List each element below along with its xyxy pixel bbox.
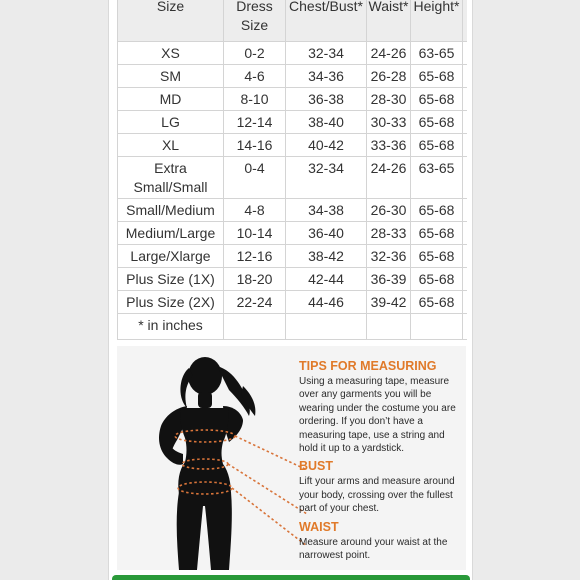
- size-cell: XL: [118, 134, 224, 157]
- dress-size-cell: 8-10: [224, 88, 286, 111]
- header-chest-bust: Chest/Bust*: [286, 0, 367, 42]
- waist-cell: 32-36: [367, 245, 411, 268]
- size-chart-card: [108, 0, 473, 580]
- waist-cell: 36-39: [367, 268, 411, 291]
- table-edge: [463, 88, 467, 111]
- height-cell: 65-68: [411, 65, 463, 88]
- height-cell: 65-68: [411, 222, 463, 245]
- bust-instructions: Lift your arms and measure around your body, crossing over the fullest part of your chest.: [299, 476, 455, 515]
- empty-cell: [367, 314, 411, 340]
- table-edge: [463, 291, 467, 314]
- dress-size-cell: 22-24: [224, 291, 286, 314]
- table-row: [118, 134, 467, 157]
- table-edge: [463, 245, 467, 268]
- table-row: [118, 222, 467, 245]
- table-edge: [463, 157, 467, 199]
- size-cell: Plus Size (2X): [118, 291, 224, 314]
- table-header-row: [118, 0, 467, 42]
- table-edge: [463, 268, 467, 291]
- size-cell: Plus Size (1X): [118, 268, 224, 291]
- measuring-guide: [117, 346, 466, 570]
- table-edge: [463, 42, 467, 65]
- dress-size-cell: 18-20: [224, 268, 286, 291]
- empty-cell: [411, 314, 463, 340]
- bust-heading: BUST: [299, 459, 334, 474]
- dress-size-cell: 12-14: [224, 111, 286, 134]
- table-edge: [463, 111, 467, 134]
- empty-cell: [286, 314, 367, 340]
- waist-cell: 30-33: [367, 111, 411, 134]
- waist-cell: 39-42: [367, 291, 411, 314]
- waist-cell: 24-26: [367, 42, 411, 65]
- chest-bust-cell: 44-46: [286, 291, 367, 314]
- height-cell: 65-68: [411, 111, 463, 134]
- waist-cell: 28-30: [367, 88, 411, 111]
- table-edge: [463, 134, 467, 157]
- table-row: [118, 268, 467, 291]
- table-row: [118, 42, 467, 65]
- table-row: [118, 65, 467, 88]
- size-cell: MD: [118, 88, 224, 111]
- table-row: [118, 111, 467, 134]
- size-cell: Small/Medium: [118, 199, 224, 222]
- size-cell: SM: [118, 65, 224, 88]
- tips-heading: TIPS FOR MEASURING: [299, 359, 437, 373]
- header-height: Height*: [411, 0, 463, 42]
- empty-cell: [224, 314, 286, 340]
- height-cell: 65-68: [411, 245, 463, 268]
- height-cell: 63-65: [411, 42, 463, 65]
- header-dress-size: Dress Size: [224, 0, 286, 42]
- dress-size-cell: 4-6: [224, 65, 286, 88]
- empty-cell: [463, 314, 467, 340]
- table-row: [118, 88, 467, 111]
- size-chart-table: [117, 0, 467, 340]
- woman-silhouette-illustration: [117, 346, 307, 570]
- add-to-cart-button[interactable]: [112, 575, 470, 580]
- chest-bust-cell: 32-34: [286, 42, 367, 65]
- footnote-row: [118, 314, 467, 340]
- height-cell: 65-68: [411, 199, 463, 222]
- waist-cell: 26-30: [367, 199, 411, 222]
- waist-instructions: Measure around your waist at the narrowest point.: [299, 536, 448, 562]
- chest-bust-cell: 40-42: [286, 134, 367, 157]
- size-cell: Extra Small/Small: [118, 157, 224, 199]
- chest-bust-cell: 34-38: [286, 199, 367, 222]
- table-row: [118, 245, 467, 268]
- dress-size-cell: 4-8: [224, 199, 286, 222]
- dress-size-cell: 0-2: [224, 42, 286, 65]
- measuring-tips: [299, 358, 461, 565]
- size-cell: Medium/Large: [118, 222, 224, 245]
- table-row: [118, 291, 467, 314]
- waist-cell: 24-26: [367, 157, 411, 199]
- height-cell: 65-68: [411, 134, 463, 157]
- waist-cell: 26-28: [367, 65, 411, 88]
- size-cell: Large/Xlarge: [118, 245, 224, 268]
- height-cell: 63-65: [411, 157, 463, 199]
- chest-bust-cell: 38-40: [286, 111, 367, 134]
- header-size: Size: [118, 0, 224, 42]
- dress-size-cell: 10-14: [224, 222, 286, 245]
- waist-cell: 28-33: [367, 222, 411, 245]
- height-cell: 65-68: [411, 268, 463, 291]
- size-cell: LG: [118, 111, 224, 134]
- tips-intro: Using a measuring tape, measure over any garments you will be wearing under the costume you are ordering. If you don’t have a measuring tape, use a string and hold it up to a yardstick.: [299, 376, 456, 455]
- header-waist: Waist*: [367, 0, 411, 42]
- chest-bust-cell: 36-38: [286, 88, 367, 111]
- footnote-text: * in inches: [118, 314, 224, 340]
- table-row: [118, 157, 467, 199]
- waist-cell: 33-36: [367, 134, 411, 157]
- table-edge: [463, 0, 467, 42]
- waist-heading: WAIST: [299, 519, 339, 534]
- chest-bust-cell: 32-34: [286, 157, 367, 199]
- chest-bust-cell: 34-36: [286, 65, 367, 88]
- dress-size-cell: 0-4: [224, 157, 286, 199]
- chest-bust-cell: 38-42: [286, 245, 367, 268]
- chest-bust-cell: 36-40: [286, 222, 367, 245]
- dress-size-cell: 12-16: [224, 245, 286, 268]
- table-edge: [463, 65, 467, 88]
- table-edge: [463, 199, 467, 222]
- table-row: [118, 199, 467, 222]
- left-background: [0, 0, 108, 580]
- table-edge: [463, 222, 467, 245]
- dress-size-cell: 14-16: [224, 134, 286, 157]
- size-cell: XS: [118, 42, 224, 65]
- height-cell: 65-68: [411, 88, 463, 111]
- chest-bust-cell: 42-44: [286, 268, 367, 291]
- height-cell: 65-68: [411, 291, 463, 314]
- right-background: [473, 0, 580, 580]
